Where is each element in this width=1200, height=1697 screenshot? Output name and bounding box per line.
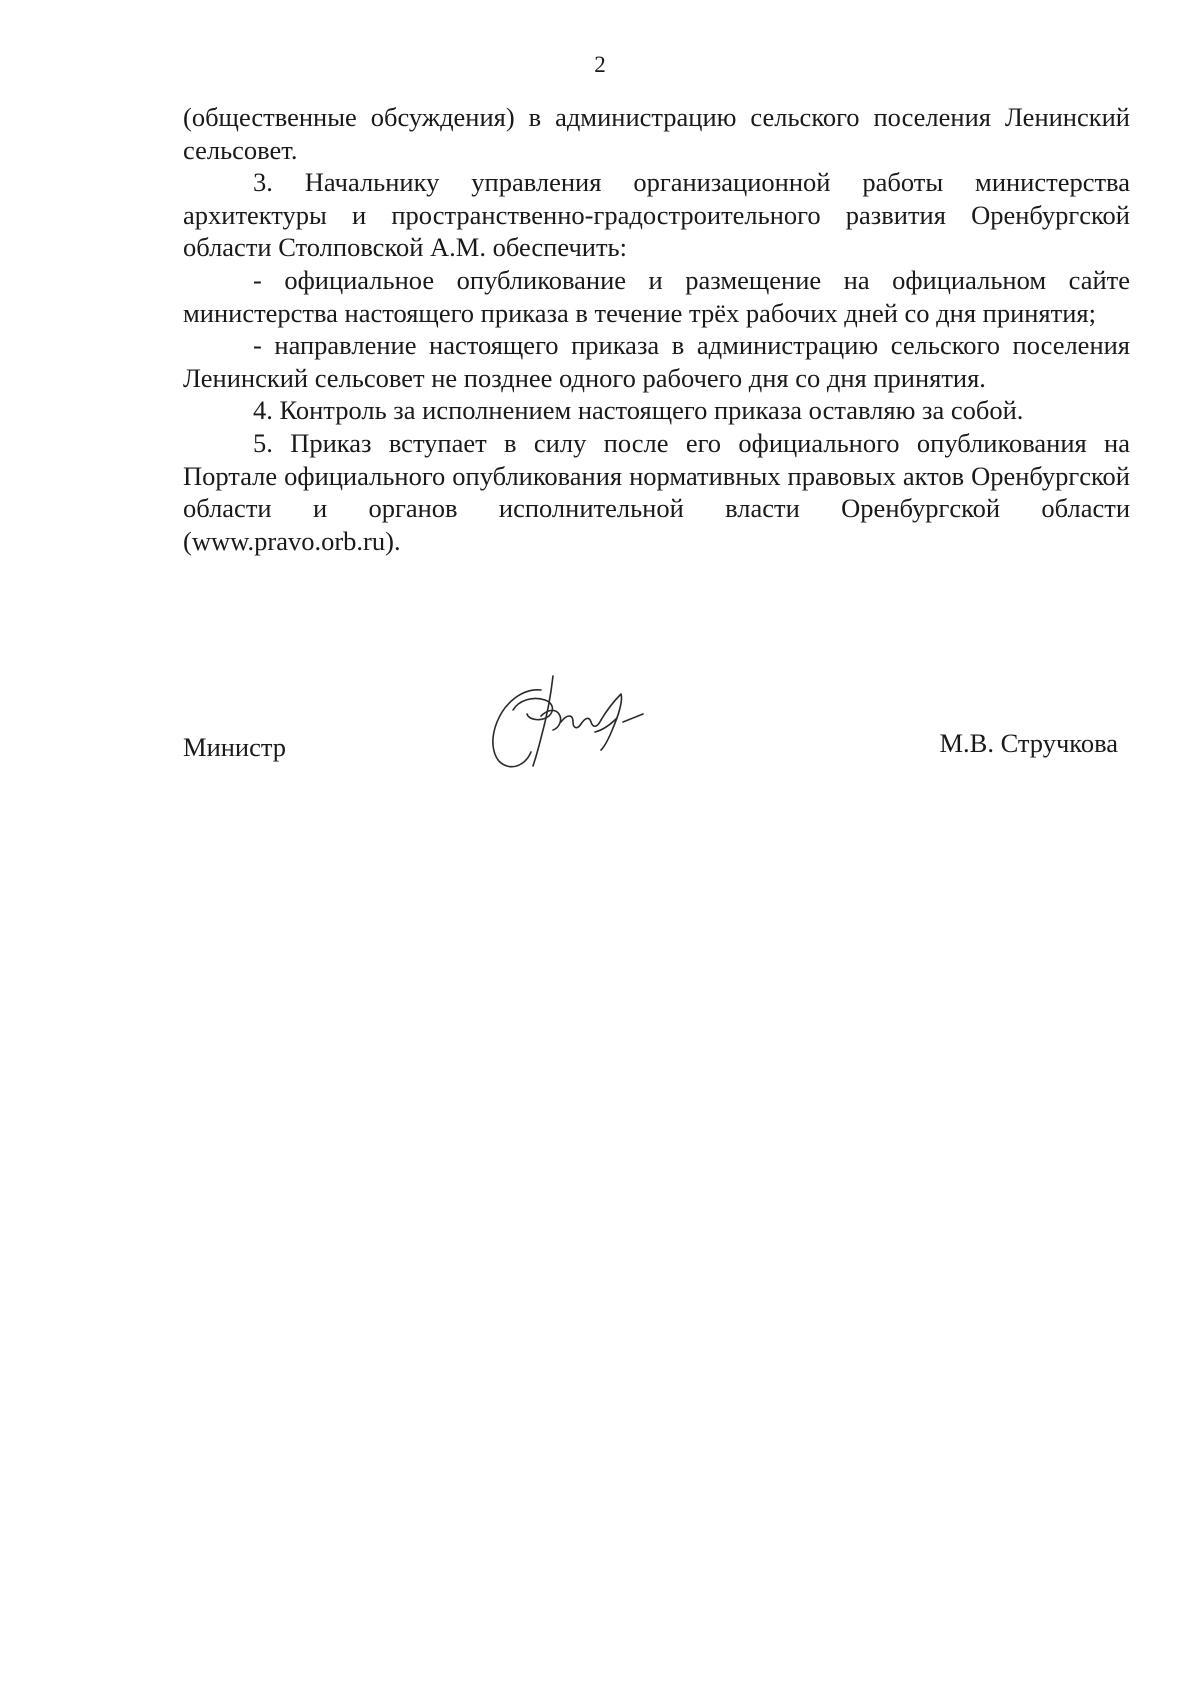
- paragraph-item-3-bullet-2: - направление настоящего приказа в администрацию сельского поселения Ленинский сельсовет не позднее одного рабочего дня со дня принятия.: [183, 330, 1130, 393]
- paragraph-item-3: 3. Начальнику управления организационной работы министерства архитектуры и пространственно-градостроительного развития Оренбургской области Столповской А.М. обеспечить:: [183, 167, 1130, 263]
- document-body: [183, 101, 1130, 557]
- signature-block: [183, 670, 1130, 790]
- paragraph-item-5: 5. Приказ вступает в силу после его официального опубликования на Портале официального опубликования нормативных правовых актов Оренбургской области и органов исполнительной власти Оренбургской области (www.pravo.orb.ru).: [183, 427, 1130, 556]
- paragraph-continuation: (общественные обсуждения) в администрацию сельского поселения Ленинский сельсовет.: [183, 102, 1130, 165]
- paragraph-item-4: 4. Контроль за исполнением настоящего приказа оставляю за собой.: [253, 395, 1024, 426]
- page-number: 2: [594, 52, 606, 77]
- handwritten-signature: [483, 670, 673, 790]
- paragraph-item-3-bullet-1: - официальное опубликование и размещение на официальном сайте министерства настоящего приказа в течение трёх рабочих дней со дня принятия;: [183, 264, 1130, 328]
- signatory-position: Министр: [183, 732, 287, 762]
- signatory-name: М.В. Стручкова: [939, 728, 1118, 758]
